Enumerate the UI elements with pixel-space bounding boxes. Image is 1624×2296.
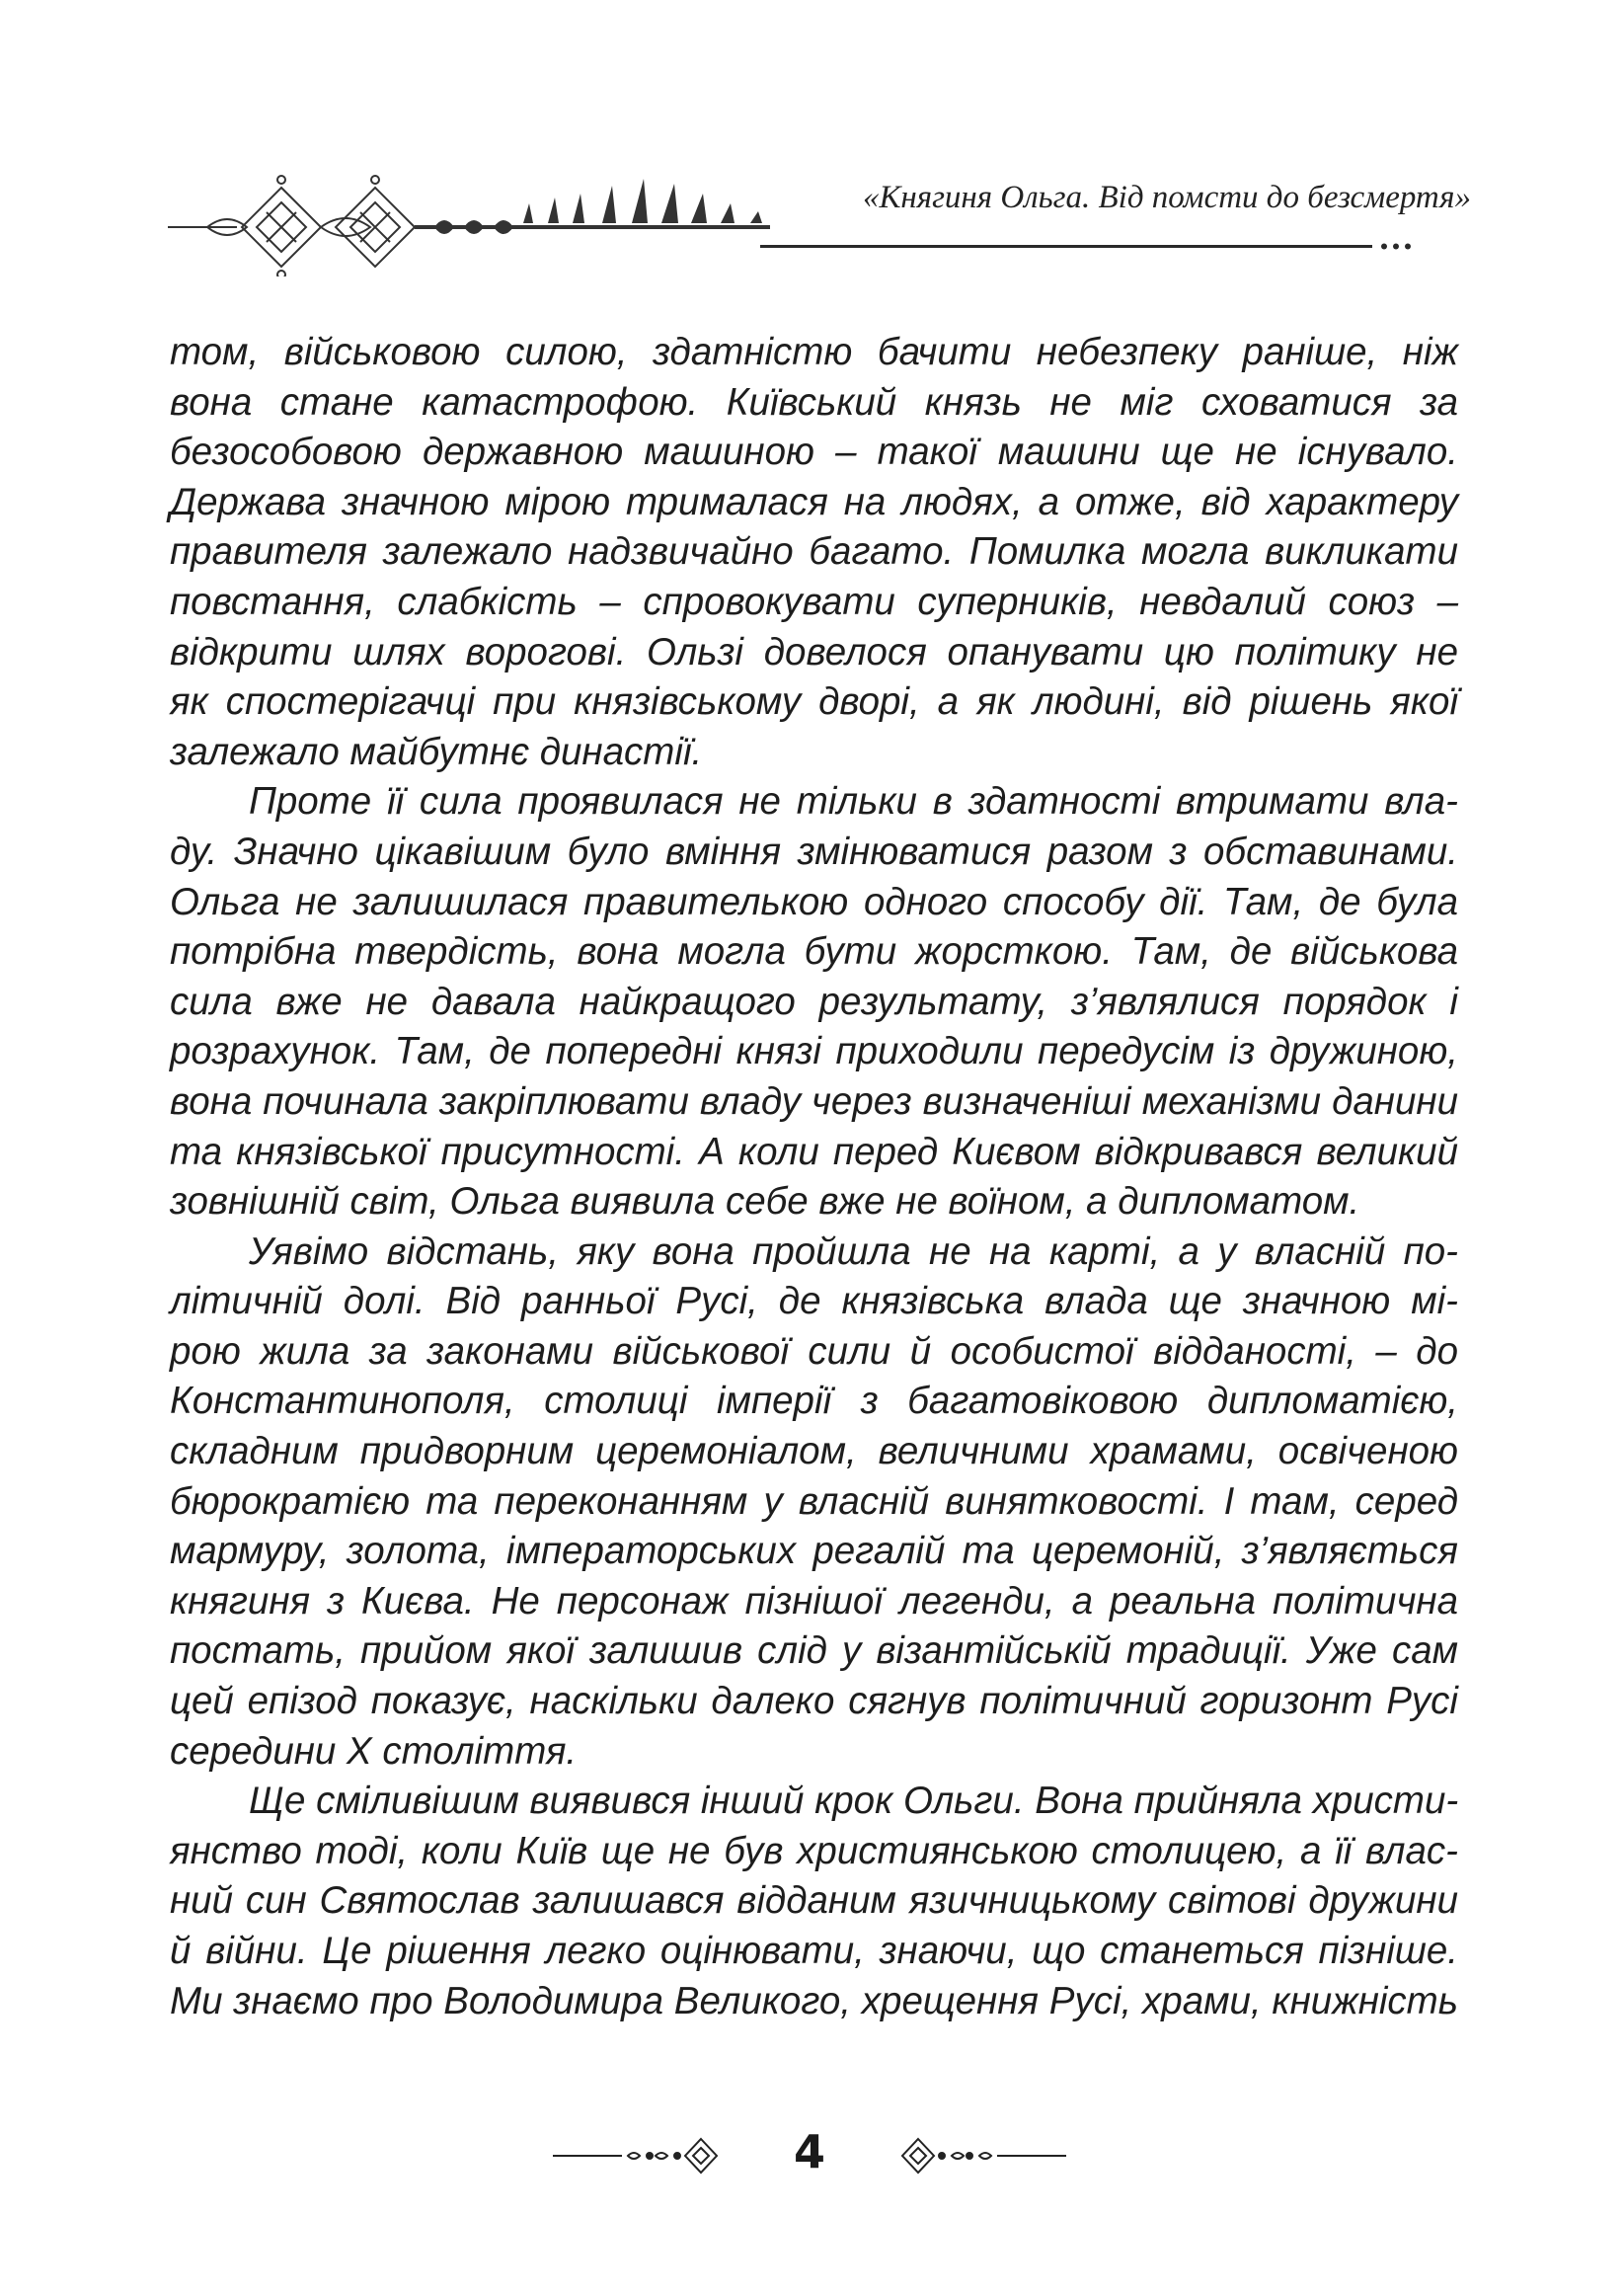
text-line: ний син Святослав залишався відданим язичницькому світові дружини <box>170 1879 1458 1923</box>
text-line: мармуру, золота, імператорських регалій та церемоній, з’являється <box>170 1530 1458 1573</box>
text-line: потрібна твердість, вона могла бути жорсткою. Там, де військова <box>170 930 1458 974</box>
text-line: залежало майбутнє династії. <box>170 730 703 773</box>
text-line: та князівської присутності. А коли перед Києвом відкривався великий <box>170 1130 1458 1173</box>
ornament-icon <box>168 168 770 277</box>
text-line: княгиня з Києва. Не персонаж пізнішої легенди, а реальна політична <box>170 1579 1458 1623</box>
text-line: Уявімо відстань, яку вона пройшла не на карті, а у власній по- <box>249 1229 1458 1273</box>
text-line: літичній долі. Від ранньої Русі, де князівська влада ще значною мі- <box>170 1280 1458 1323</box>
text-line: вона стане катастрофою. Київський князь не міг сховатися за <box>170 380 1458 424</box>
text-line: зовнішній світ, Ольга виявила себе вже не воїном, а дипломатом. <box>170 1180 1360 1224</box>
page-number: 4 <box>793 2125 825 2178</box>
text-line: Ми знаємо про Володимира Великого, хрещення Русі, храми, книжність <box>170 1979 1458 2022</box>
text-line: Ще сміливішим виявився інший крок Ольги. Вона прийняла христи- <box>249 1780 1459 1823</box>
main-text <box>170 328 1458 2026</box>
text-line: том, військовою силою, здатністю бачити небезпеку раніше, ніж <box>170 331 1458 373</box>
text-line: й війни. Це рішення легко оцінювати, знаючи, що станеться пізніше. <box>170 1930 1458 1972</box>
running-header <box>0 0 1624 296</box>
book-title: «Княгиня Ольга. Від помсти до безсмертя» <box>862 180 1471 215</box>
text-line: правителя залежало надзвичайно багато. Помилка могла викликати <box>170 530 1458 574</box>
text-line: Ольга не залишилася правителькою одного способу дії. Там, де була <box>170 880 1458 923</box>
text-line: як спостерігачці при князівському дворі, а як людині, від рішень якої <box>170 680 1458 724</box>
page-footer <box>553 2121 1066 2190</box>
text-line: постать, прийом якої залишив слід у візантійській традиції. Уже сам <box>170 1629 1458 1673</box>
text-line: середини X століття. <box>170 1729 578 1773</box>
text-line: Константинополя, столиці імперії з багатовіковою дипломатією, <box>170 1380 1458 1423</box>
text-line: рою жила за законами військової сили й особистої відданості, – до <box>170 1329 1458 1373</box>
text-line: відкрити шлях ворогові. Ользі довелося опанувати цю політику не <box>170 630 1458 673</box>
text-line: бюрократією та переконанням у власній винятковості. І там, серед <box>170 1479 1458 1523</box>
text-line: сила вже не давала найкращого результату, з’являлися порядок і <box>170 980 1458 1023</box>
header-rule <box>760 233 1417 263</box>
text-line: цей епізод показує, наскільки далеко сягнув політичний горизонт Русі <box>170 1680 1458 1723</box>
text-line: янство тоді, коли Київ ще не був християнською столицею, а її влас- <box>170 1829 1458 1872</box>
text-line: Проте її сила проявилася не тільки в здатності втримати вла- <box>249 780 1458 824</box>
text-line: складним придворним церемоніалом, величними храмами, освіченою <box>170 1430 1458 1473</box>
text-line: Держава значною мірою трималася на людях, а отже, від характеру <box>170 480 1458 523</box>
text-line: вона починала закріплювати владу через визначеніші механізми данини <box>170 1079 1458 1123</box>
text-line: безособовою державною машиною – такої машини ще не існувало. <box>170 431 1458 474</box>
text-line: розрахунок. Там, де попередні князі приходили передусім із дружиною, <box>170 1030 1458 1073</box>
text-line: повстання, слабкість – спровокувати суперників, невдалий союз – <box>170 580 1458 623</box>
text-line: ду. Значно цікавішим було вміння змінюватися разом з обставинами. <box>170 830 1458 873</box>
